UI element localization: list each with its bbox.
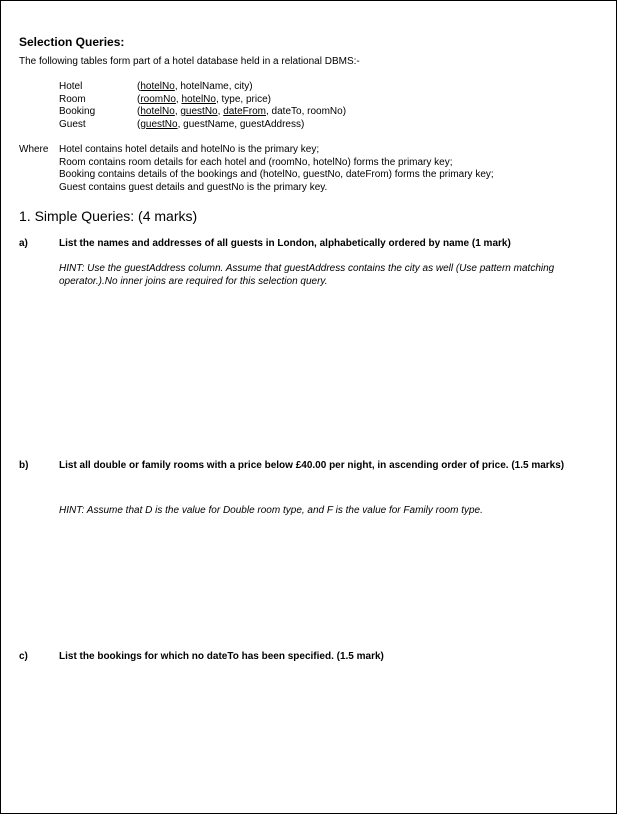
primary-key: guestNo bbox=[180, 106, 218, 117]
schema-row-room bbox=[59, 94, 346, 107]
primary-key: hotelNo bbox=[140, 81, 175, 92]
primary-key: guestNo bbox=[140, 118, 178, 130]
table-name: Room bbox=[59, 93, 86, 105]
question-b-hint: HINT: Assume that D is the value for Double room type, and F is the value for Family room type. bbox=[59, 505, 483, 516]
question-a-letter: a) bbox=[19, 238, 28, 249]
primary-key: dateFrom bbox=[223, 106, 266, 117]
where-line: Booking contains details of the bookings and (hotelNo, guestNo, dateFrom) forms the primary key; bbox=[59, 169, 494, 180]
question-c-text: List the bookings for which no dateTo has been specified. (1.5 mark) bbox=[59, 651, 384, 662]
table-columns: (hotelNo, hotelName, city) bbox=[137, 81, 253, 92]
question-c-letter: c) bbox=[19, 651, 28, 662]
question-b-text: List all double or family rooms with a price below £40.00 per night, in ascending order of price. (1.5 marks) bbox=[59, 460, 565, 471]
where-line: Guest contains guest details and guestNo is the primary key. bbox=[59, 181, 328, 193]
schema-row-guest bbox=[59, 119, 346, 132]
where-label: Where bbox=[19, 144, 49, 155]
section-title: 1. Simple Queries: (4 marks) bbox=[19, 208, 198, 224]
table-name: Booking bbox=[59, 106, 96, 117]
question-a-text: List the names and addresses of all guests in London, alphabetically ordered by name (1 mark) bbox=[59, 238, 511, 249]
where-clause bbox=[19, 144, 494, 194]
question-b-letter: b) bbox=[19, 460, 29, 471]
table-columns: (roomNo, hotelNo, type, price) bbox=[137, 93, 271, 105]
primary-key: hotelNo bbox=[181, 93, 216, 105]
question-a-hint: HINT: Use the guestAddress column. Assume that guestAddress contains the city as well (Use pattern matching operator.).No inner joins are required for this selection query. bbox=[59, 263, 555, 287]
primary-key: roomNo bbox=[140, 93, 176, 105]
schema-row-booking bbox=[59, 106, 346, 119]
table-name: Hotel bbox=[59, 81, 83, 92]
table-columns: (hotelNo, guestNo, dateFrom, dateTo, roomNo) bbox=[137, 106, 347, 117]
where-line: Room contains room details for each hotel and (roomNo, hotelNo) forms the primary key; bbox=[59, 156, 453, 168]
schema-row-hotel bbox=[59, 81, 346, 94]
table-name: Guest bbox=[59, 118, 86, 130]
intro-text: The following tables form part of a hotel database held in a relational DBMS:- bbox=[19, 56, 360, 67]
table-columns: (guestNo, guestName, guestAddress) bbox=[137, 118, 305, 130]
primary-key: hotelNo bbox=[140, 106, 175, 117]
page-heading: Selection Queries: bbox=[19, 35, 125, 49]
where-line: Hotel contains hotel details and hotelNo is the primary key; bbox=[59, 144, 320, 155]
table-schema-list bbox=[59, 81, 346, 131]
where-lines bbox=[59, 144, 494, 194]
